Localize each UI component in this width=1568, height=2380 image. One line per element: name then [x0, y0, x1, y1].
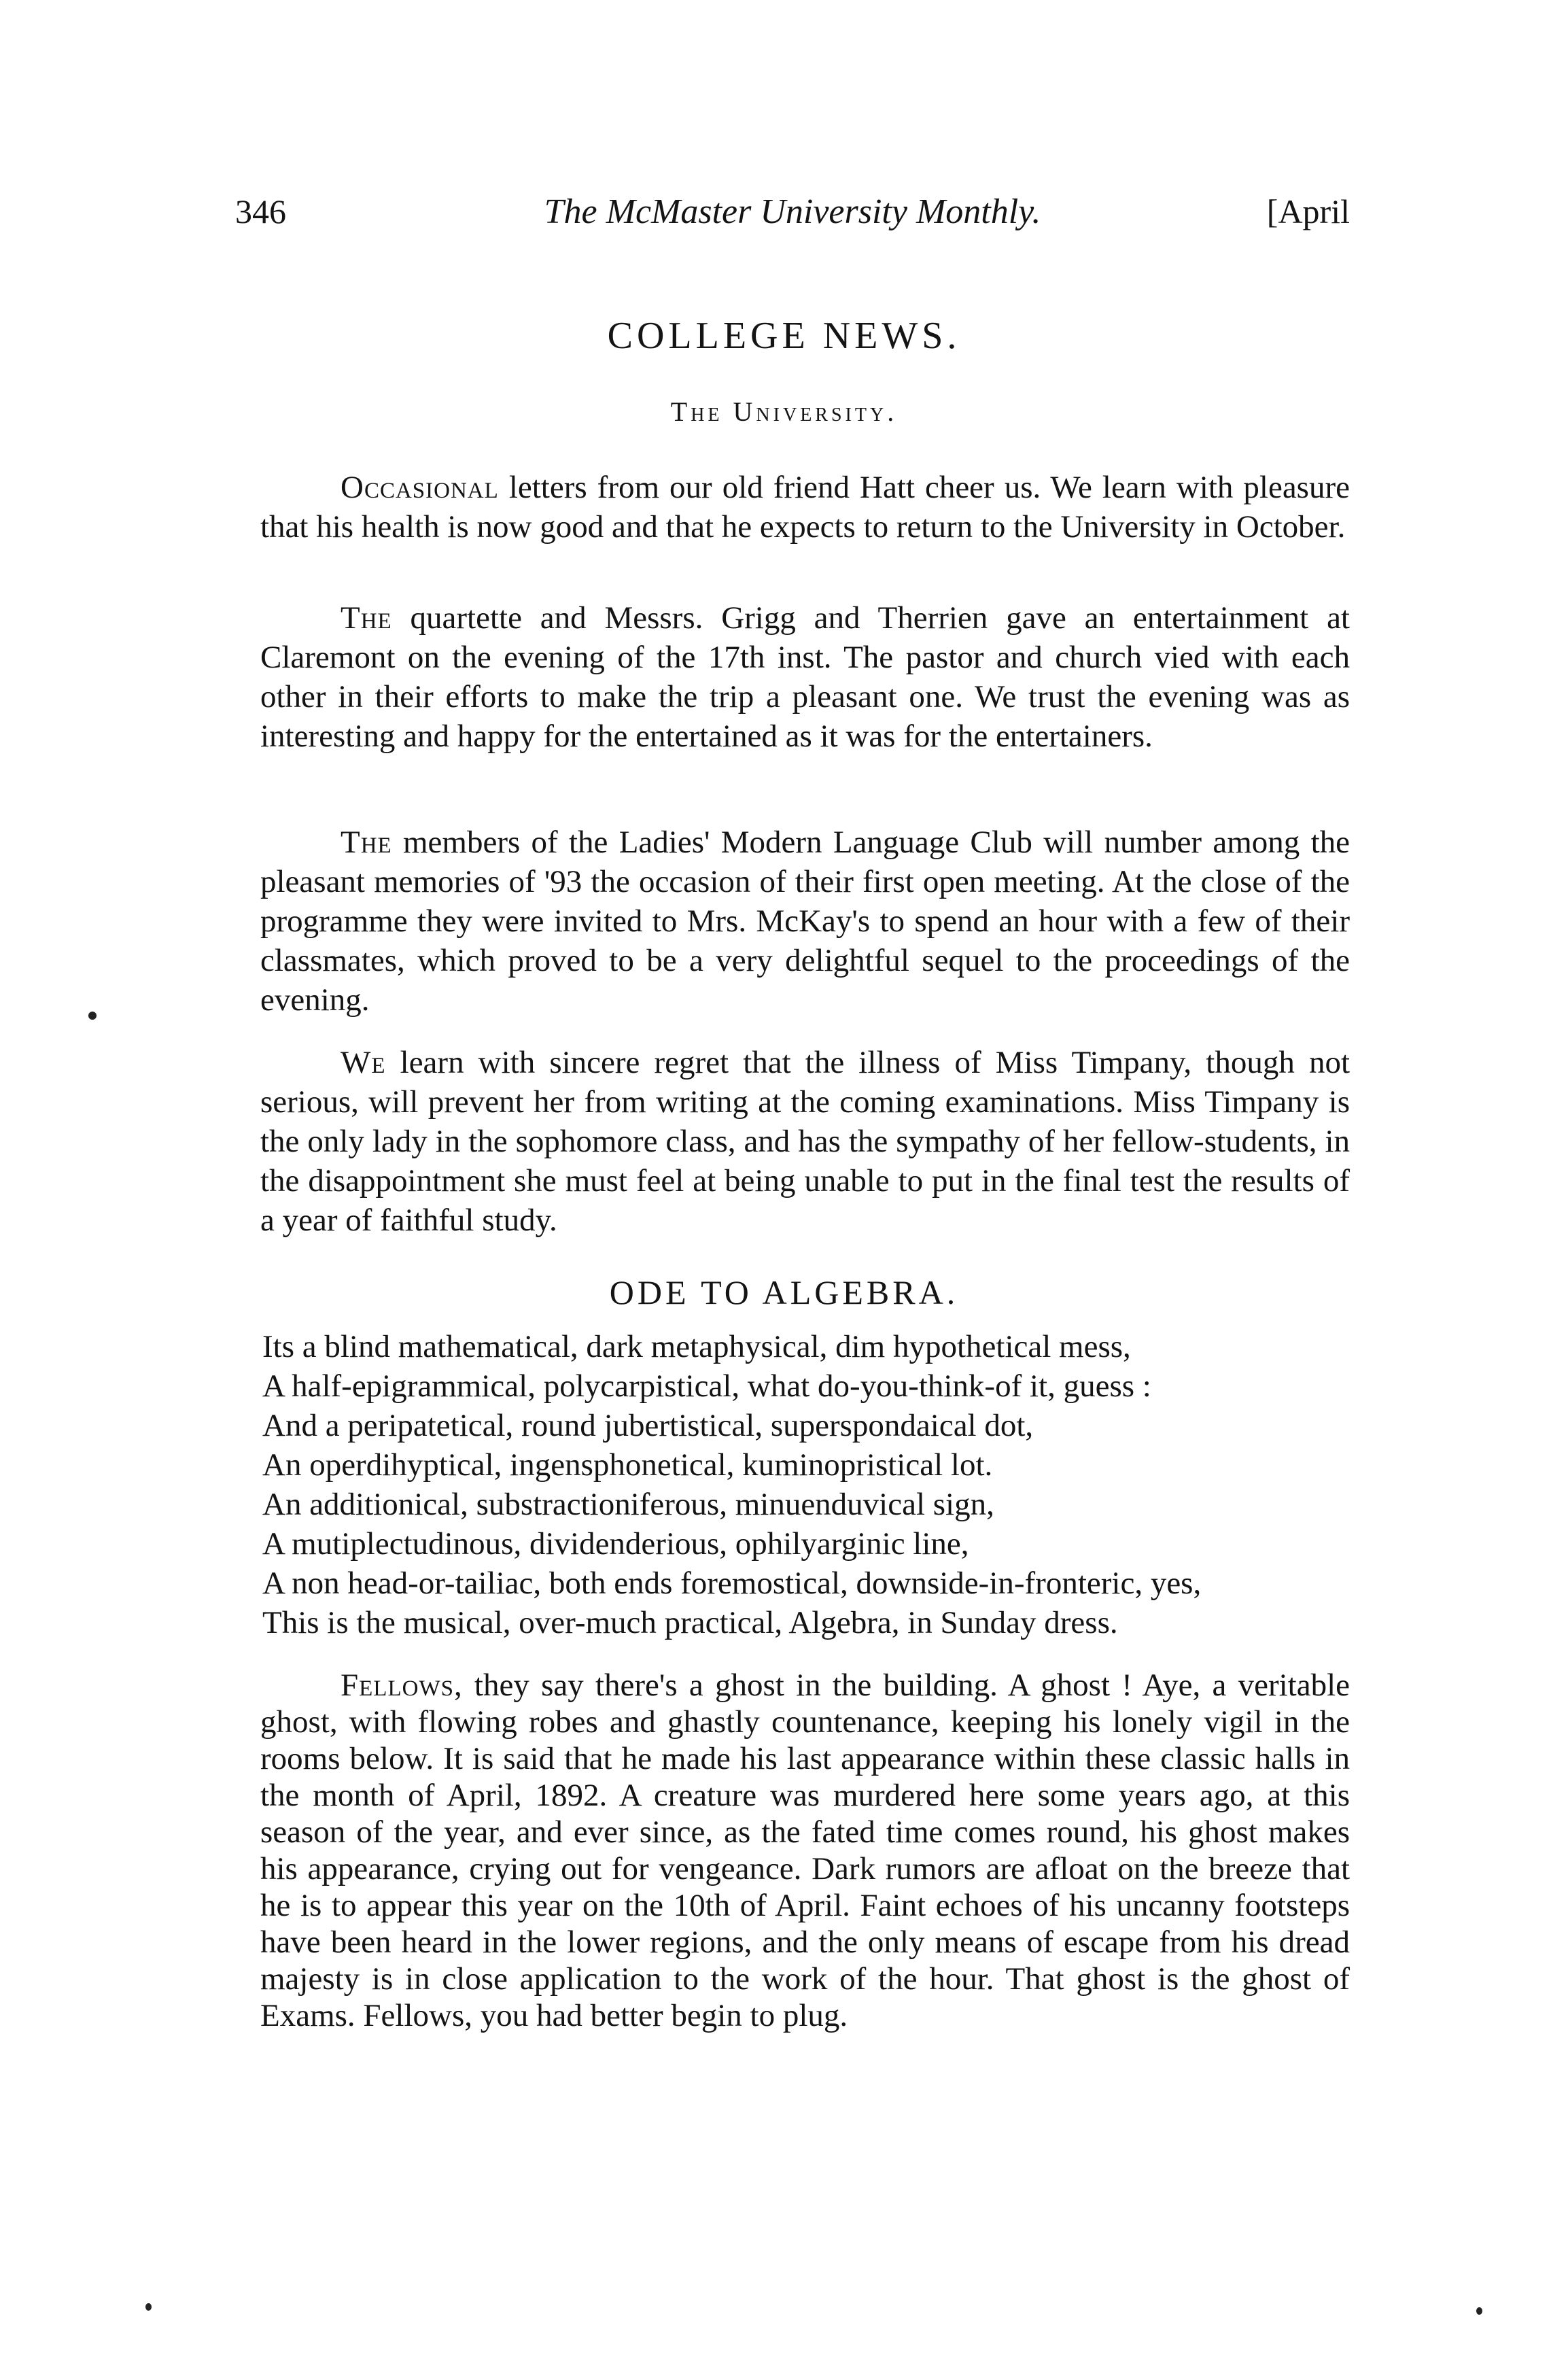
running-header — [235, 192, 1350, 232]
poem — [262, 1327, 1357, 1642]
issue-month: [April — [1266, 192, 1350, 230]
news-paragraph — [260, 468, 1350, 547]
poem-line: And a peripatetical, round jubertistical, superspondaical dot, — [262, 1408, 1034, 1443]
paragraph-text: quartette and Messrs. Grigg and Therrien gave an entertainment at Claremont on the evening of the 17th inst. The pastor and church vied with each other in their efforts to make the trip a pleasant one. We trust the evening was as interesting and happy for the entertained as it was for the entertainers. — [260, 600, 1350, 754]
poem-line: Its a blind mathematical, dark metaphysical, dim hypothetical mess, — [262, 1329, 1131, 1364]
paragraph-lead: Occasional — [341, 470, 499, 505]
paragraph-lead: The — [341, 600, 392, 636]
page-number: 346 — [235, 192, 286, 230]
news-paragraph — [260, 1043, 1350, 1240]
scan-speck — [1476, 2307, 1482, 2315]
paragraph-text: they say there's a ghost in the building. A ghost ! Aye, a veritable ghost, with flowing robes and ghastly countenance, keeping his lonely vigil in the rooms below. It is said that he made his last appearance within these classic halls in the month of April, 1892. A creature was murdered here some years ago, at this season of the year, and ever since, as the fated time comes round, his ghost makes his appearance, crying out for vengeance. Dark rumors are afloat on the breeze that he is to appear this year on the 10th of April. Faint echoes of his uncanny footsteps have been heard in the lower regions, and the only means of escape from his dread majesty is in close application to the work of the hour. That ghost is the ghost of Exams. Fellows, you had better begin to plug. — [260, 1668, 1350, 2033]
paragraph-lead: Fellows, — [341, 1668, 463, 1703]
paragraph-text: members of the Ladies' Modern Language Club will number among the pleasant memories of '93 the occasion of their first open meeting. At the close of the programme they were invited to Mrs. McKay's to spend an hour with a few of their classmates, which proved to be a very delightful sequel to the proceedings of the evening. — [260, 825, 1350, 1018]
journal-title: The McMaster University Monthly. — [544, 192, 1041, 231]
paragraph-text: letters from our old friend Hatt cheer us. We learn with pleasure that his health is now good and that he expects to return to the University in October. — [260, 470, 1350, 545]
subsection-title: The University. — [670, 396, 898, 427]
poem-line: A non head-or-tailiac, both ends foremostical, downside-in-fronteric, yes, — [262, 1566, 1202, 1601]
section-title: COLLEGE NEWS. — [607, 315, 961, 357]
paragraph-lead: The — [341, 825, 392, 860]
poem-line: A mutiplectudinous, dividenderious, ophilyarginic line, — [262, 1526, 969, 1562]
scan-speck — [88, 1012, 97, 1020]
scan-speck — [145, 2303, 152, 2311]
news-paragraph — [260, 823, 1350, 1020]
poem-line: An additionical, substractioniferous, minuenduvical sign, — [262, 1487, 994, 1522]
poem-line: A half-epigrammical, polycarpistical, what do-you-think-of it, guess : — [262, 1368, 1151, 1404]
paragraph-text: learn with sincere regret that the illness of Miss Timpany, though not serious, will prevent her from writing at the coming examinations. Miss Timpany is the only lady in the sophomore class, and has the sympathy of her fellow-students, in the disappointment she must feel at being unable to put in the final test the results of a year of faithful study. — [260, 1045, 1350, 1238]
closing-paragraph — [260, 1667, 1350, 2034]
paragraph-lead: We — [341, 1045, 386, 1080]
poem-title: ODE TO ALGEBRA. — [609, 1273, 959, 1311]
poem-line: This is the musical, over-much practical, Algebra, in Sunday dress. — [262, 1605, 1118, 1640]
news-paragraph — [260, 598, 1350, 756]
poem-line: An operdihyptical, ingensphonetical, kuminopristical lot. — [262, 1447, 993, 1483]
